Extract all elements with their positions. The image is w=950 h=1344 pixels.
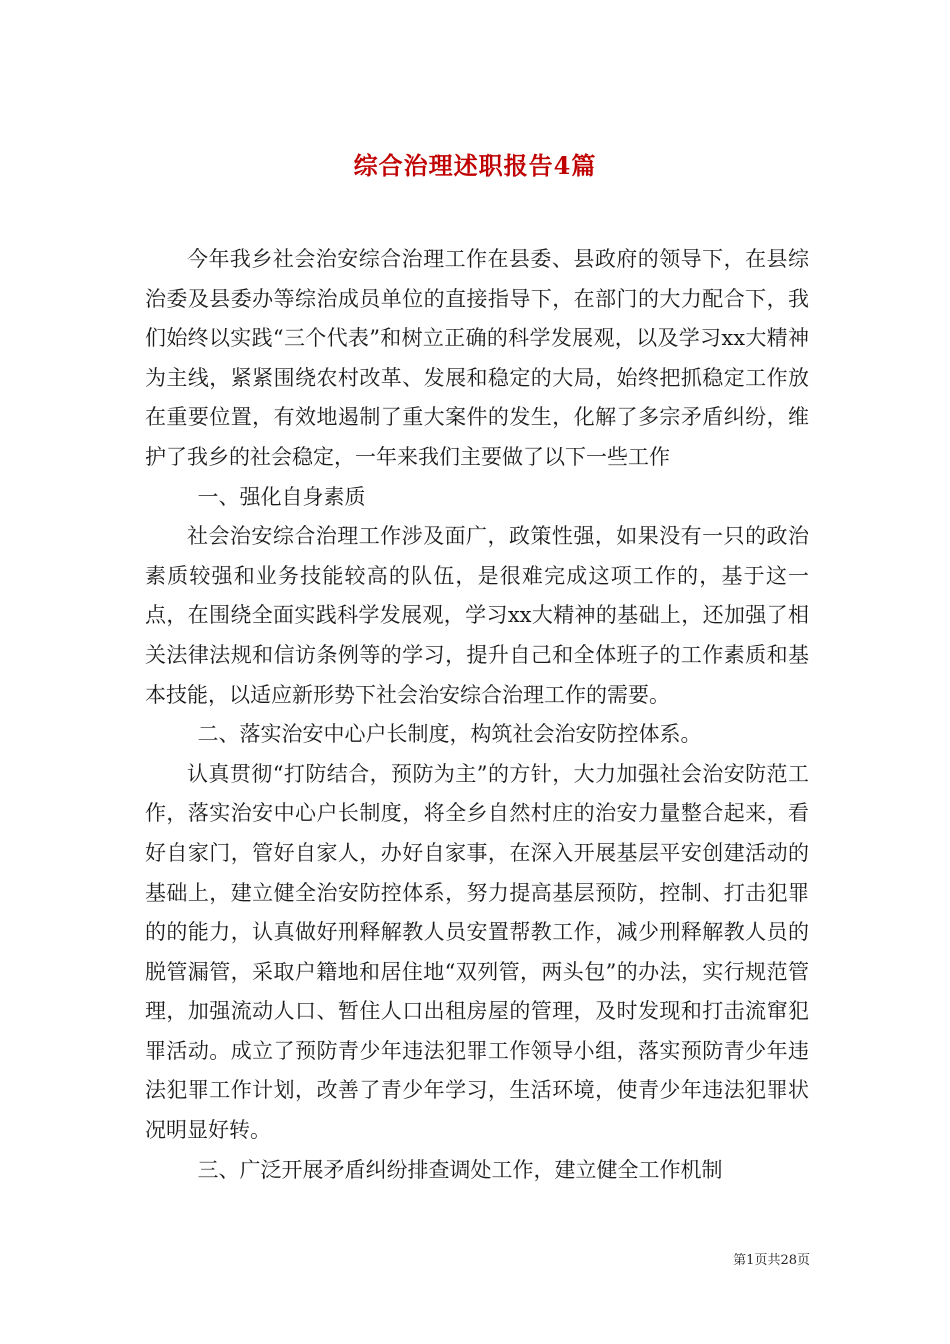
paragraph-intro: 今年我乡社会治安综合治理工作在县委、县政府的领导下，在县综治委及县委办等综治成员单位的直接指导下，在部门的大力配合下，我们始终以实践“三个代表”和树立正确的科学发展观，以及学习xx大精神为主线，紧紧围绕农村改革、发展和稳定的大局，始终把抓稳定工作放在重要位置，有效地遏制了重大案件的发生，化解了多宗矛盾纠纷，维护了我乡的社会稳定，一年来我们主要做了以下一些工作: [145, 247, 809, 469]
paragraph-section-1: 社会治安综合治理工作涉及面广，政策性强，如果没有一只的政治素质较强和业务技能较高的队伍，是很难完成这项工作的，基于这一点，在围绕全面实践科学发展观，学习xx大精神的基础上，还加强了相关法律法规和信访条例等的学习，提升自己和全体班子的工作素质和基本技能，以适应新形势下社会治安综合治理工作的需要。: [145, 524, 809, 707]
paragraph-section-2: 认真贯彻“打防结合，预防为主”的方针，大力加强社会治安防范工作，落实治安中心户长制度，将全乡自然村庄的治安力量整合起来，看好自家门，管好自家人，办好自家事，在深入开展基层平安创建活动的基础上，建立健全治安防控体系，努力提高基层预防，控制、打击犯罪的的能力，认真做好刑释解教人员安置帮教工作，减少刑释解教人员的脱管漏管，采取户籍地和居住地“双列管，两头包”的办法，实行规范管理，加强流动人口、暂住人口出租房屋的管理，及时发现和打击流窜犯罪活动。成立了预防青少年违法犯罪工作领导小组，落实预防青少年违法犯罪工作计划，改善了青少年学习，生活环境，使青少年违法犯罪状况明显好转。: [145, 761, 809, 1143]
page-number: 第1页共28页: [733, 1253, 810, 1268]
page-title: 综合治理述职报告4篇: [353, 151, 597, 181]
section-heading-3: 三、广泛开展矛盾纠纷排查调处工作，建立健全工作机制: [197, 1157, 723, 1182]
section-heading-1: 一、强化自身素质: [197, 484, 366, 509]
document-body: [145, 240, 809, 1190]
section-heading-2: 二、落实治安中心户长制度，构筑社会治安防控体系。: [197, 722, 702, 747]
